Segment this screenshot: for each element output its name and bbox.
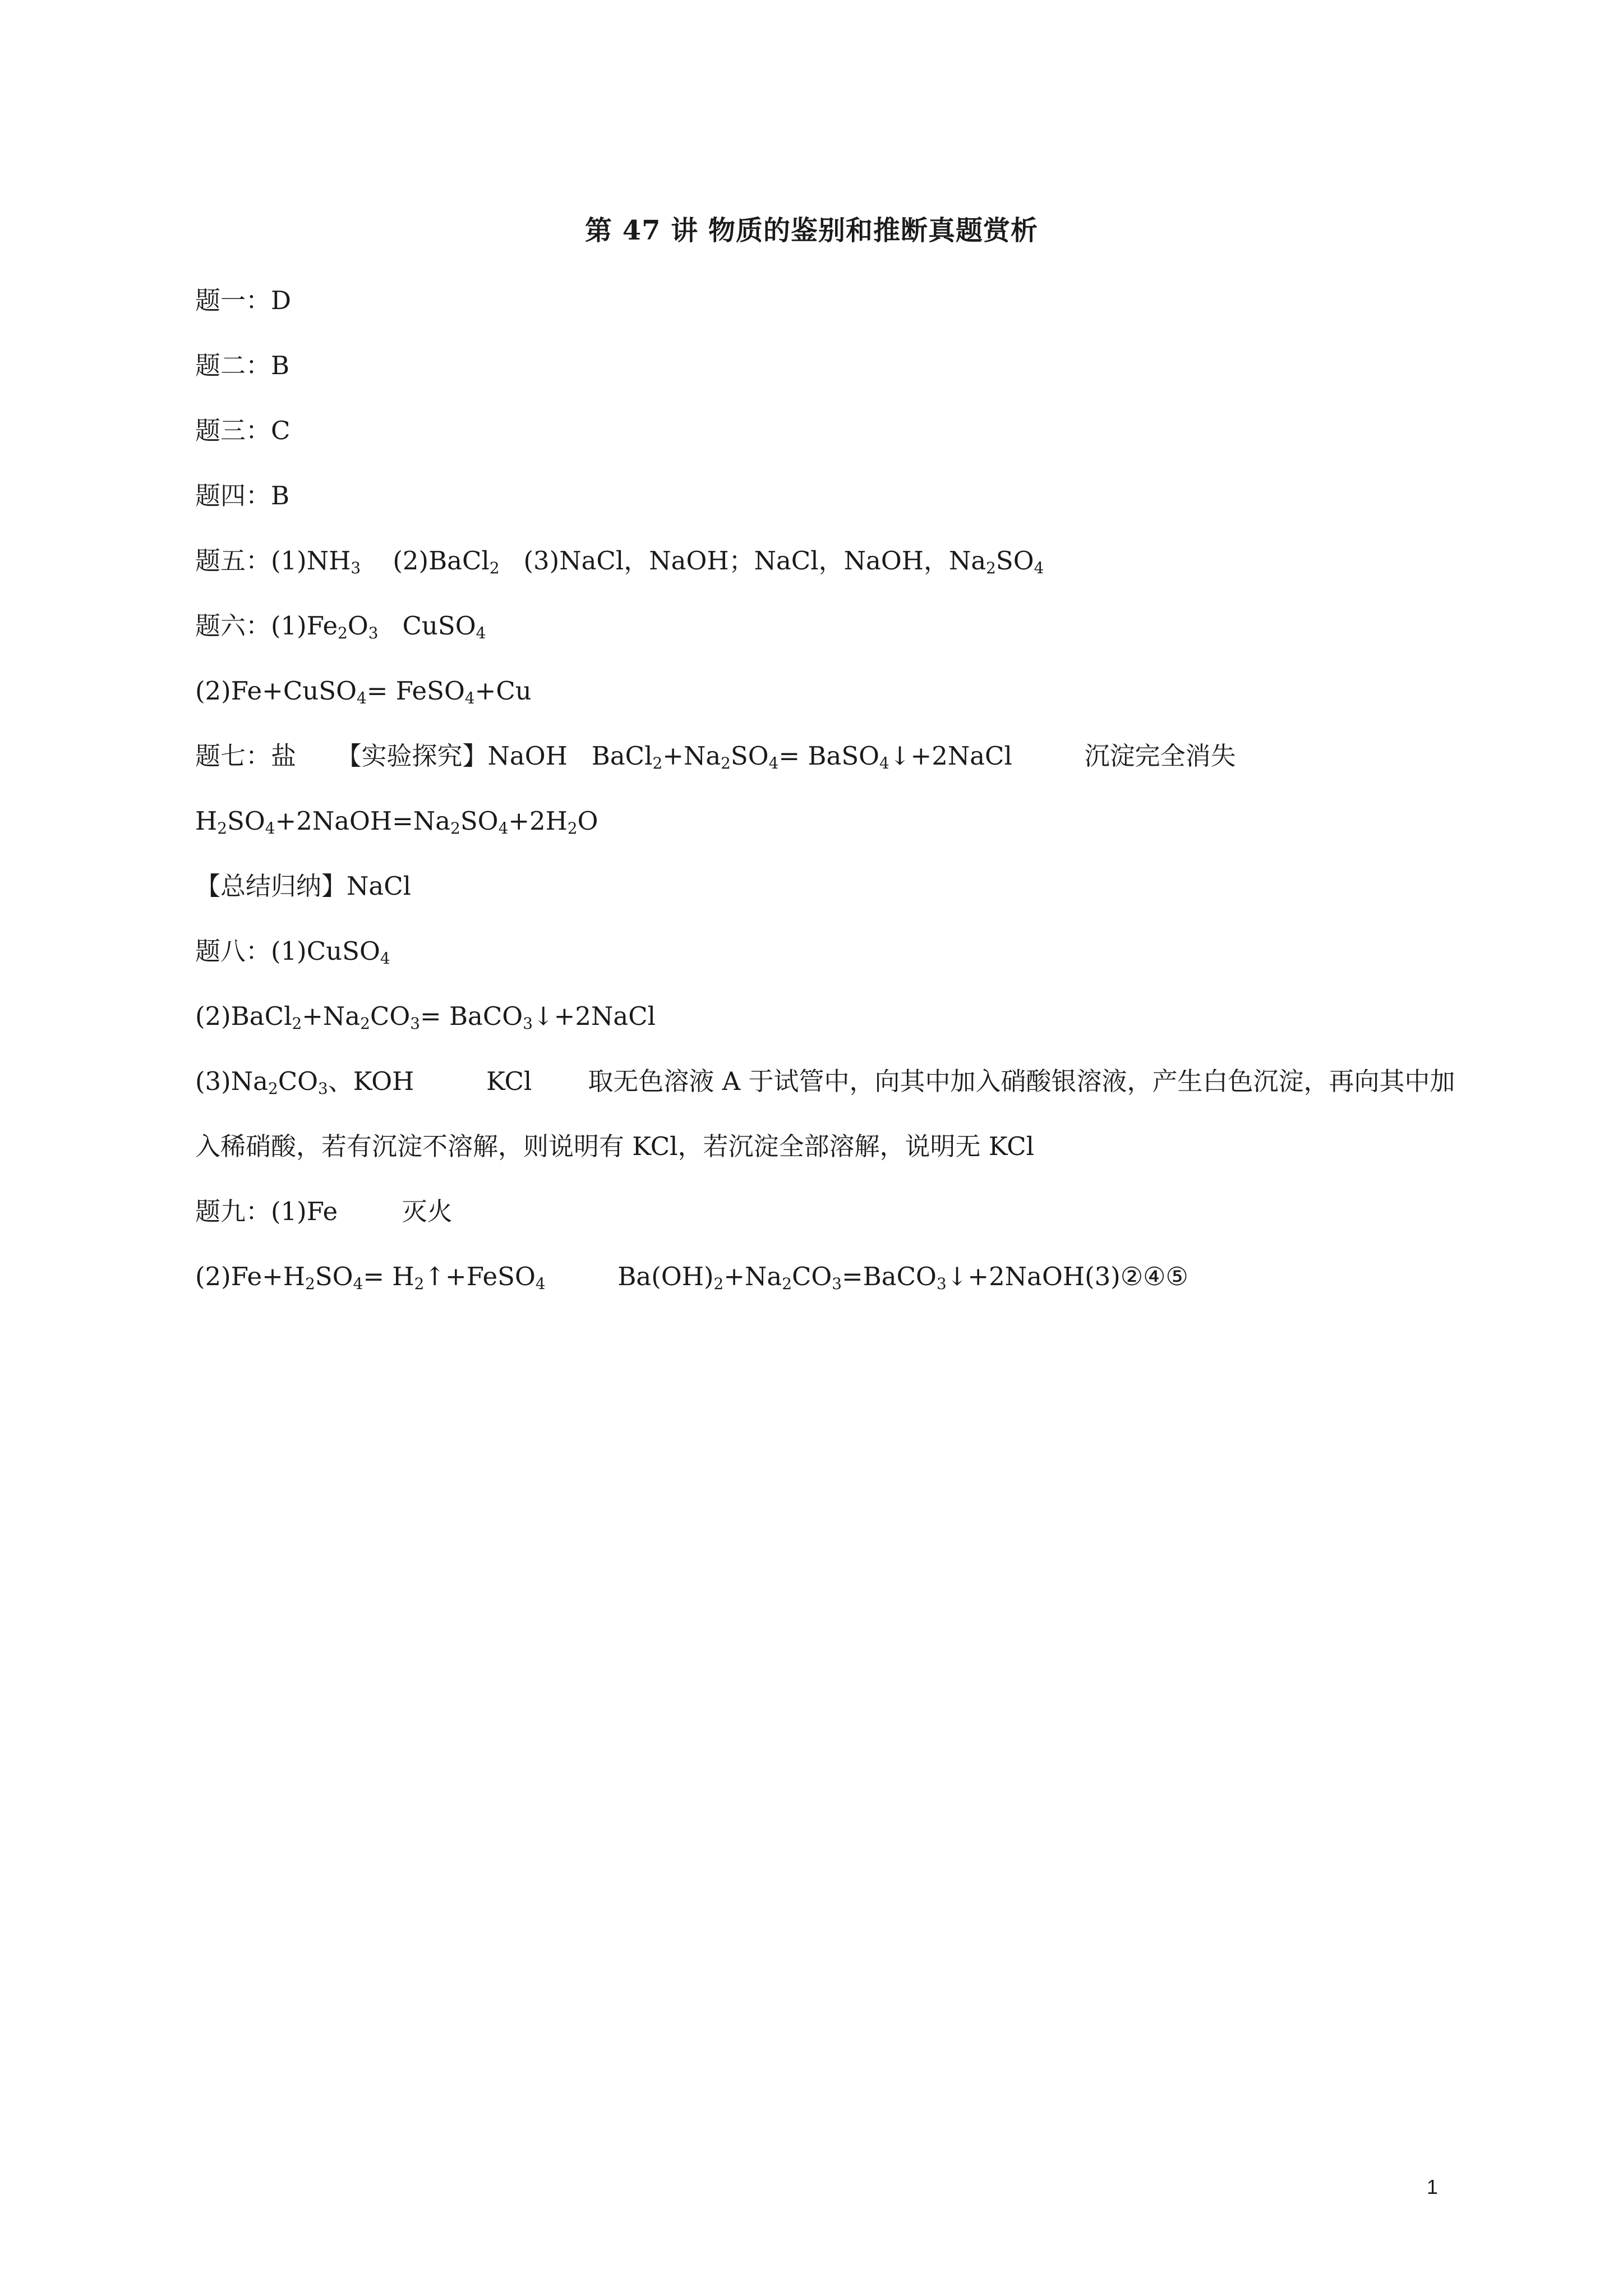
- answer-line: 题四：B: [195, 481, 290, 510]
- page-title: 第 47 讲 物质的鉴别和推断真题赏析: [585, 215, 1038, 246]
- answer-line: 题一：D: [195, 286, 292, 315]
- answer-line: 题八：(1)CuSO$_4$: [195, 936, 390, 968]
- answer-line: $(2)Fe+H_2SO_4=$ $H_2↑+FeSO_4$ $Ba(OH)_2+Na_2CO_3=BaCO_3↓+2NaOH(3)②④⑤$: [195, 1262, 1188, 1293]
- answer-lines: [195, 268, 1457, 1309]
- page-number: 1: [1426, 2175, 1438, 2198]
- answer-line: $(3)Na_2CO_3$、KOH KCl 取无色溶液 A 于试管中，向其中加入硝酸银溶液，产生白色沉淀，再向其中加入稀硝酸，若有沉淀不溶解，则说明有 KCl，若沉淀全部溶解，说明无 KCl: [195, 1066, 1455, 1161]
- answer-line: 题三：C: [195, 416, 291, 445]
- answer-line: 题七：盐 【实验探究】NaOH $BaCl_2+Na_2SO_4=$ BaSO$_4$↓+2NaCl 沉淀完全消失: [195, 741, 1236, 772]
- answer-line: 题六：$(1)Fe_2O_3$ CuSO$_4$: [195, 611, 486, 642]
- answer-line: $H_2SO_4+2NaOH=Na_2SO_4+2H_2O$: [195, 806, 598, 838]
- answer-line: 【总结归纳】NaCl: [195, 871, 412, 901]
- answer-line: 题二：B: [195, 351, 290, 380]
- answer-line: $(2)BaCl_2+Na_2CO_3=$ BaCO$_3$↓+2NaCl: [195, 1001, 656, 1033]
- answer-line: 题五：$(1)NH_3$ (2)BaCl$_2$ (3)NaCl，NaOH；NaCl，NaOH，$Na_2SO_4$: [195, 546, 1044, 577]
- answer-line: (2)Fe+CuSO$_4$= FeSO$_4$+Cu: [195, 676, 532, 707]
- answer-line: 题九：(1)Fe 灭火: [195, 1197, 453, 1226]
